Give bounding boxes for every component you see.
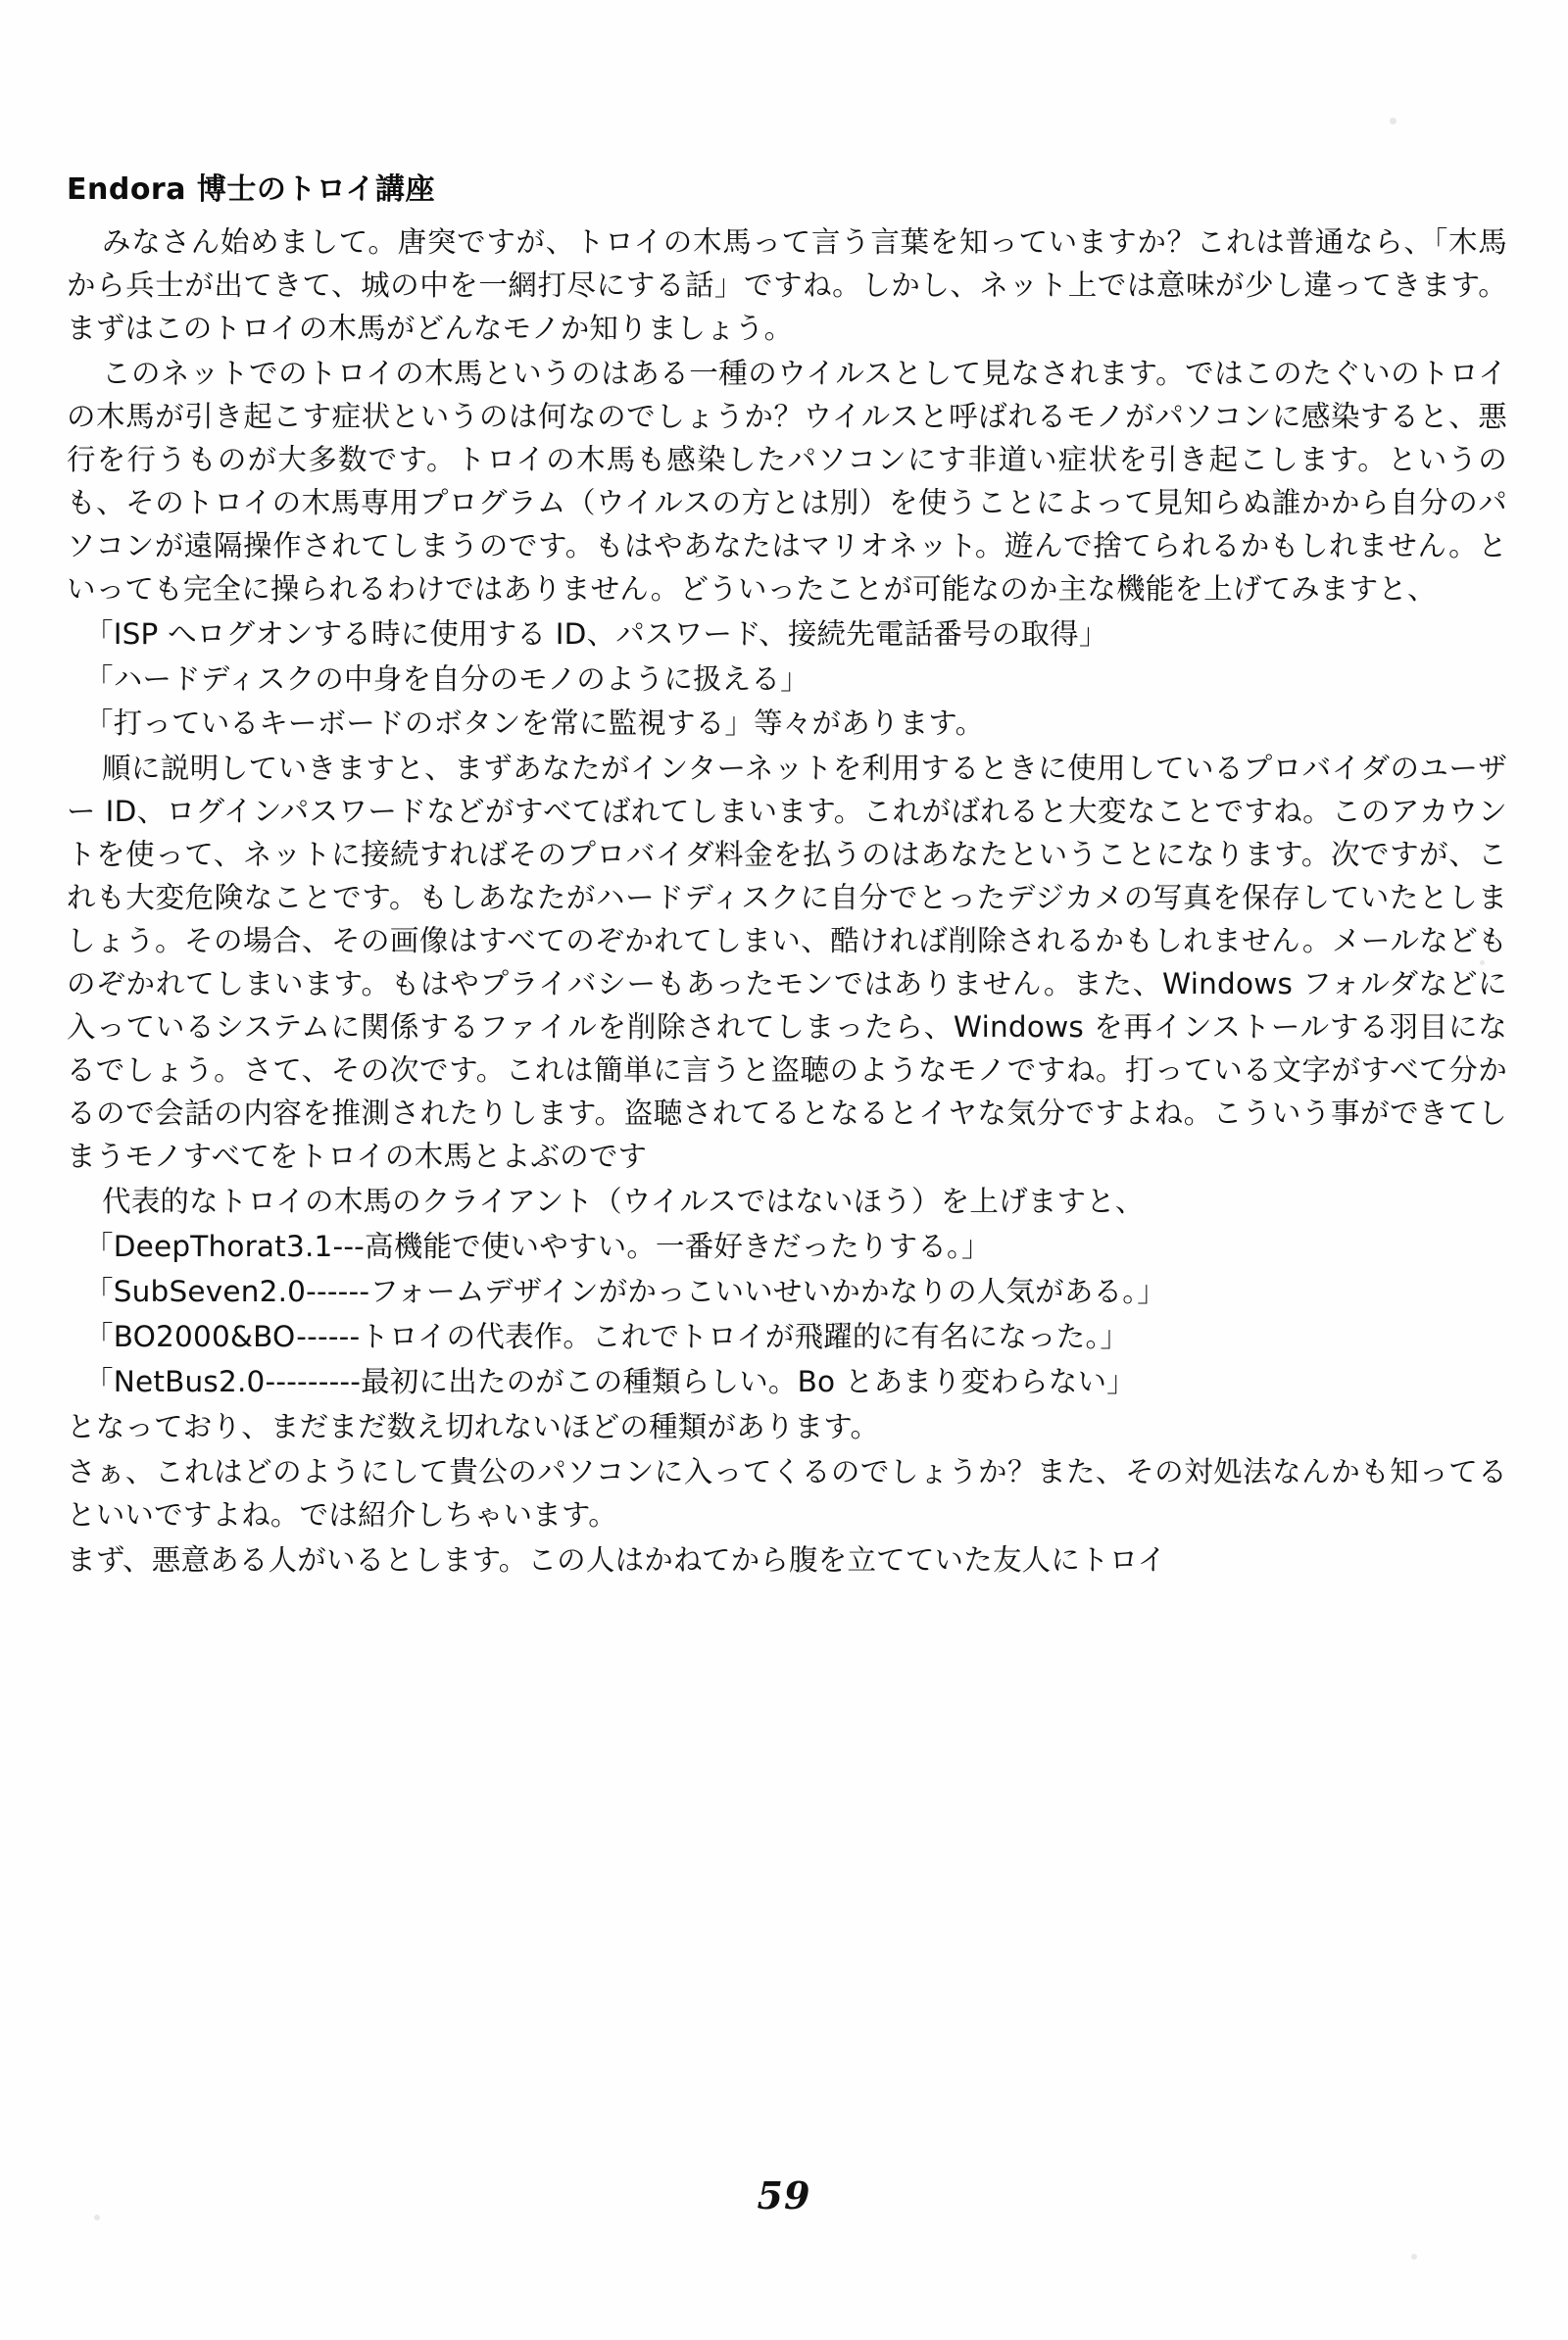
- page-title: Endora 博士のトロイ講座: [67, 172, 436, 207]
- paragraph: まず、悪意ある人がいるとします。この人はかねてから腹を立てていた友人にトロイ: [67, 1542, 1167, 1577]
- scan-speck: [1411, 2254, 1417, 2260]
- page-number: 59: [757, 2173, 811, 2218]
- quote-line: 「打っているキーボードのボタンを常に監視する」等々があります。: [84, 707, 985, 741]
- quote-line: 「ISP へログオンする時に使用する ID、パスワード、接続先電話番号の取得」: [84, 616, 1108, 651]
- paragraph: 代表的なトロイの木馬のクライアント（ウイルスではないほう）を上げますと、: [102, 1184, 1145, 1218]
- paragraph: さぁ、これはどのようにして貴公のパソコンに入ってくるのでしょうか？また、その対処法なんかも知ってるといいですよね。では紹介しちゃいます。: [67, 1454, 1507, 1532]
- paragraph: みなさん始めまして。唐突ですが、トロイの木馬って言う言葉を知っていますか？これは普通なら、「木馬から兵士が出てきて、城の中を一網打尽にする話」ですね。しかし、ネット上では意味が少し違ってきます。まずはこのトロイの木馬がどんなモノか知りましょう。: [67, 225, 1507, 345]
- list-item: 「DeepThorat3.1---高機能で使いやすい。一番好きだったりする。」: [84, 1229, 991, 1263]
- list-item: 「NetBus2.0---------最初に出たのがこの種類らしい。Bo とあまり変わらない」: [84, 1364, 1136, 1398]
- list-item: 「SubSeven2.0------フォームデザインがかっこいいせいかかなりの人気がある。」: [84, 1274, 1166, 1308]
- paragraph: 順に説明していきますと、まずあなたがインターネットを利用するときに使用しているプロバイダのユーザー ID、ログインパスワードなどがすべてばれてしまいます。これがばれると大変なことですね。このアカウントを使って、ネットに接続すればそのプロバイダ料金を払うのはあなたということになります。次ですが、これも大変危険なことです。もしあなたがハードディスクに自分でとったデジカメの写真を保存していたとしましょう。その場合、その画像はすべてのぞかれてしまい、酷ければ削除されるかもしれません。メールなどものぞかれてしまいます。もはやプライバシーもあったモンではありません。また、Windows フォルダなどに入っているシステムに関係するファイルを削除されてしまったら、Windows を再インストールする羽目になるでしょう。さて、その次です。これは簡単に言うと盗聴のようなモノですね。打っている文字がすべて分かるので会話の内容を推測されたりします。盗聴されてるとなるとイヤな気分ですよね。こういう事ができてしまうモノすべてをトロイの木馬とよぶのです: [67, 752, 1507, 1174]
- list-item: 「BO2000&BO------トロイの代表作。これでトロイが飛躍的に有名になった。」: [84, 1319, 1130, 1353]
- article-body: [67, 165, 1507, 1584]
- quote-line: 「ハードディスクの中身を自分のモノのように扱える」: [84, 661, 809, 696]
- scan-speck: [1390, 118, 1396, 124]
- paragraph: となっており、まだまだ数え切れないほどの種類があります。: [67, 1409, 880, 1443]
- paragraph: このネットでのトロイの木馬というのはある一種のウイルスとして見なされます。ではこのたぐいのトロイの木馬が引き起こす症状というのは何なのでしょうか？ウイルスと呼ばれるモノがパソコンに感染すると、悪行を行うものが大多数です。トロイの木馬も感染したパソコンにす非道い症状を引き起こします。というのも、そのトロイの木馬専用プログラム（ウイルスの方とは別）を使うことによって見知らぬ誰かから自分のパソコンが遠隔操作されてしまうのです。もはやあなたはマリオネット。遊んで捨てられるかもしれません。といっても完全に操られるわけではありません。どういったことが可能なのか主な機能を上げてみますと、: [67, 356, 1507, 606]
